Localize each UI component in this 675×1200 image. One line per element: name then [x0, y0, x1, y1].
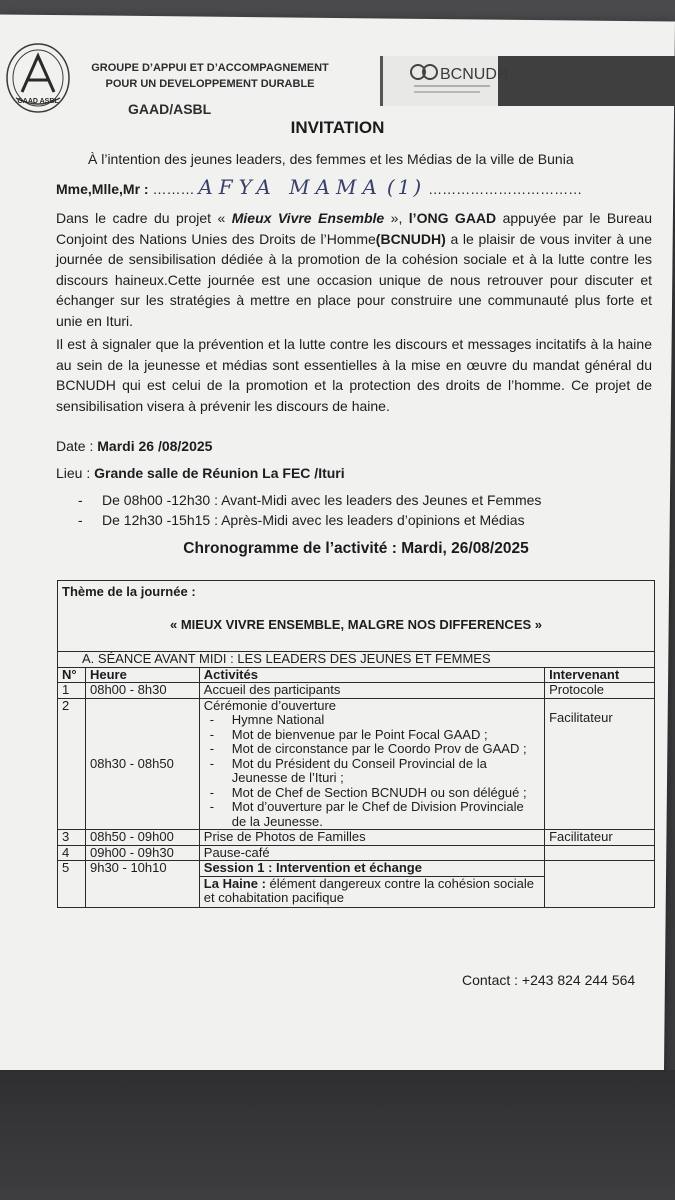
schedule-item: - De 12h30 -15h15 : Après-Midi avec les leaders d’opinions et Médias	[78, 512, 525, 528]
section-a-row	[58, 652, 655, 668]
paragraph-2: Il est à signaler que la prévention et la lutte contre les discours et messages incitatifs à la haine au sein de la jeunesse et médias sont essentielles à la mise en œuvre du mandat général du BCNUDH qui est celui de la promotion et la protection des droits de l’homme. Ce projet de sensibilisation visera à prévenir les discours de haine.	[56, 336, 652, 414]
table-row: 2 08h30 - 08h50 Cérémonie d’ouverture - Hymne National - Mot de bienvenue par le Point Focal GAAD ; - Mot de circonstance par le Coordo Prov de GAAD ; - Mot du Président du Conseil Provincial de la Jeunesse de l’Ituri ; - Mot de Chef de Section BCNUDH ou son délégué ; - Mot d’ouverture par le Chef de Division Provinciale de la Jeunesse. Facilitateur	[58, 698, 655, 830]
bcnudh-acronym: (BCNUDH)	[375, 230, 446, 247]
org-name	[80, 60, 340, 92]
ong-name: l’ONG GAAD	[408, 210, 497, 226]
date-value: Mardi 26 /08/2025	[97, 438, 213, 454]
list-item: - Mot de circonstance par le Coordo Prov de GAAD ;	[204, 742, 540, 757]
theme-row	[58, 581, 655, 652]
lieu-value: Grande salle de Réunion La FEC /Ituri	[94, 465, 345, 481]
handwritten-number: (1)	[386, 175, 425, 199]
col-header-intervenant: Intervenant	[545, 667, 655, 683]
list-item: - Hymne National	[204, 713, 540, 728]
table-row: 4 09h00 - 09h30 Pause-café	[58, 845, 655, 861]
session-title: Session 1 : Intervention et échange	[200, 861, 544, 877]
table-row: 1 08h00 - 8h30 Accueil des participants Protocole	[58, 683, 655, 699]
recipient-line	[56, 177, 666, 199]
bcnudh-logo	[380, 52, 675, 110]
paragraph-1: Dans le cadre du projet « Mieux Vivre Ensemble », l’ONG GAAD appuyée par le Bureau Conjoint des Nations Unies des Droits de l’Homme(BCNUDH) a le plaisir de vous inviter à une journée de sensibilisation dédiée à la promotion de la cohésion sociale et à la lutte contre les discours haineux.Cette journée est une occasion unique de nous retrouver pour discuter et échanger sur les stratégies à mettre en place pour construire une communauté plus forte et unie en Ituri.	[56, 210, 653, 329]
ceremony-title: Cérémonie d’ouverture	[203, 697, 337, 713]
org-name-line2: POUR UN DEVELOPPEMENT DURABLE	[105, 78, 315, 90]
intro-line: À l’intention des jeunes leaders, des femmes et les Médias de la ville de Bunia	[88, 151, 574, 167]
recipient-dots-after: ……………………………	[428, 181, 583, 197]
theme-value: « MIEUX VIVRE ENSEMBLE, MALGRE NOS DIFFERENCES »	[170, 616, 542, 632]
gaad-logo	[4, 40, 72, 122]
section-a-title: A. SÉANCE AVANT MIDI : LES LEADERS DES JEUNES ET FEMMES	[82, 651, 491, 666]
svg-text:GAAD ASBL: GAAD ASBL	[17, 98, 59, 105]
floor-background	[0, 1070, 675, 1200]
recipient-label: Mme,Mlle,Mr :	[56, 181, 149, 197]
col-header-heure: Heure	[85, 667, 199, 683]
chrono-title: Chronogramme de l’activité : Mardi, 26/08/2025	[183, 540, 529, 557]
table-row: 3 08h50 - 09h00 Prise de Photos de Familles Facilitateur	[58, 830, 655, 846]
col-header-activites: Activités	[199, 667, 544, 683]
list-item: - Mot de bienvenue par le Point Focal GAAD ;	[204, 728, 540, 743]
contact-line: Contact : +243 824 244 564	[462, 972, 636, 988]
date-line	[56, 436, 212, 456]
col-header-no: N°	[58, 667, 86, 683]
list-item: - Mot de Chef de Section BCNUDH ou son délégué ;	[204, 786, 540, 801]
lieu-line	[56, 463, 345, 483]
ceremony-list	[204, 713, 540, 829]
recipient-dots-before: ………	[152, 181, 195, 197]
date-label: Date :	[56, 438, 98, 454]
list-item: - Mot d’ouverture par le Chef de Division Provinciale de la Jeunesse.	[204, 800, 540, 829]
org-name-line1: GROUPE D’APPUI ET D’ACCOMPAGNEMENT	[91, 62, 329, 74]
session-subtitle: La Haine : élément dangereux contre la cohésion sociale et cohabitation pacifique	[203, 875, 535, 905]
theme-cell	[58, 581, 655, 652]
project-name: Mieux Vivre Ensemble	[231, 210, 385, 226]
list-item: - Mot du Président du Conseil Provincial de la Jeunesse de l’Ituri ;	[204, 757, 540, 786]
schedule-list	[78, 490, 658, 530]
table-row: 5 9h30 - 10h10 Session 1 : Intervention et échange La Haine : élément dangereux contre la cohésion sociale et cohabitation pacifique	[58, 861, 655, 908]
org-short-name: GAAD/ASBL	[128, 101, 212, 117]
lieu-label: Lieu :	[56, 465, 95, 481]
table-header-row	[58, 667, 655, 683]
theme-label: Thème de la journée :	[62, 584, 196, 599]
svg-text:BCNUDH: BCNUDH	[440, 66, 509, 83]
document-title: INVITATION	[290, 118, 385, 137]
chronogram-table	[57, 580, 655, 908]
handwritten-name: AFYA MAMA	[198, 175, 383, 199]
schedule-item: - De 08h00 -12h30 : Avant-Midi avec les leaders des Jeunes et Femmes	[78, 492, 542, 508]
section-a-cell	[58, 652, 655, 668]
